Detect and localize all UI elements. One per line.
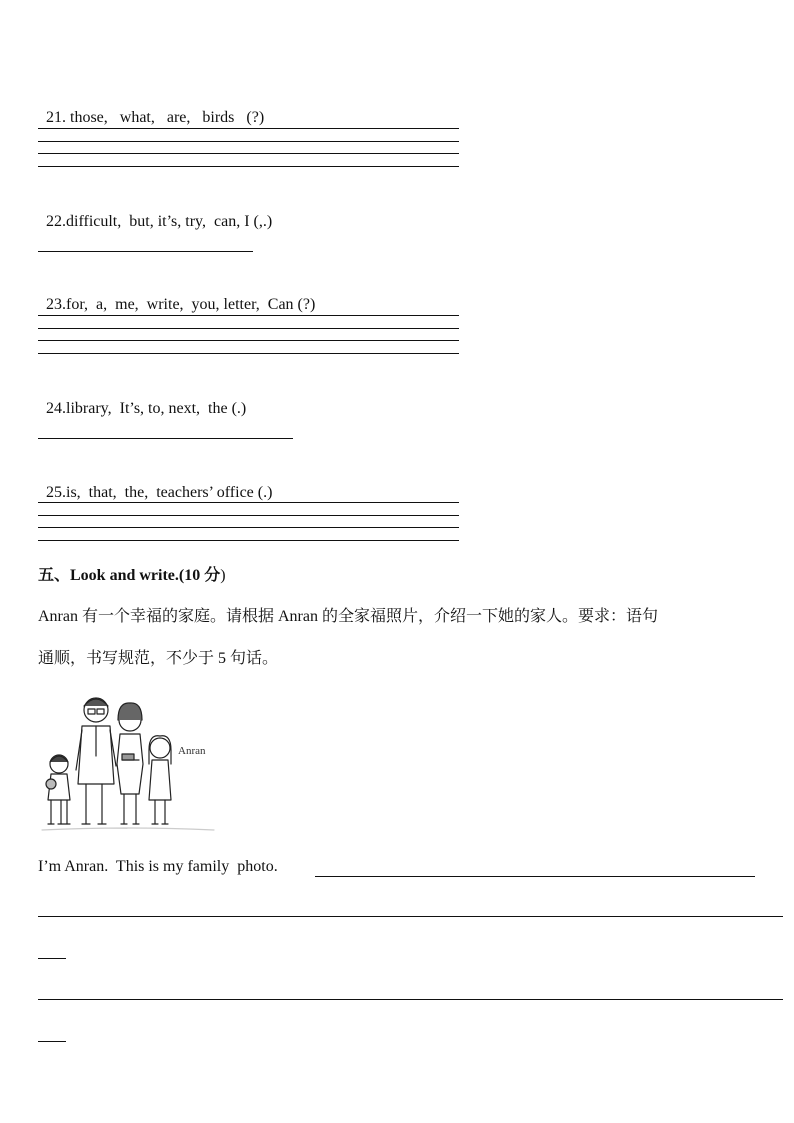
writing-line[interactable] xyxy=(38,999,783,1000)
answer-line[interactable] xyxy=(38,315,459,316)
answer-line[interactable] xyxy=(38,166,459,167)
answer-line[interactable] xyxy=(38,502,459,503)
question-number: 22 xyxy=(46,213,62,230)
father-figure xyxy=(76,698,116,824)
answer-line[interactable] xyxy=(38,128,459,129)
instruction-line-2: 通顺，书写规范，不少于 5 句话。 xyxy=(38,650,279,667)
question-text: . those, what, are, birds (?) xyxy=(62,109,265,126)
question-number: 24 xyxy=(46,400,62,417)
little-sister-figure xyxy=(46,755,70,824)
question-23 xyxy=(38,275,315,315)
writing-line[interactable] xyxy=(38,916,783,917)
answer-line[interactable] xyxy=(38,540,459,541)
question-text: .is, that, the, teachers’ office (.) xyxy=(62,484,273,501)
section-title: 五、Look and write.(10 分 xyxy=(38,567,221,584)
writing-line-end[interactable] xyxy=(38,1041,66,1042)
question-number: 25 xyxy=(46,484,62,501)
question-text: .library, It’s, to, next, the (.) xyxy=(62,400,247,417)
answer-line[interactable] xyxy=(38,251,253,252)
instruction-line-1: Anran 有一个幸福的家庭。请根据 Anran 的全家福照片，介绍一下她的家人。要求：语句 xyxy=(38,608,658,625)
question-text: .for, a, me, write, you, letter, Can (?) xyxy=(62,296,316,313)
answer-line[interactable] xyxy=(38,438,293,439)
section-title-paren: ) xyxy=(220,567,226,584)
question-24 xyxy=(38,379,246,419)
question-number: 21 xyxy=(46,109,62,126)
mother-figure xyxy=(117,703,143,824)
writing-line[interactable] xyxy=(315,876,755,877)
question-22 xyxy=(38,192,272,232)
answer-line[interactable] xyxy=(38,353,459,354)
answer-line[interactable] xyxy=(38,328,459,329)
anran-label: Anran xyxy=(178,745,206,757)
family-photo-illustration xyxy=(38,690,218,832)
anran-figure xyxy=(149,736,171,824)
writing-line-end[interactable] xyxy=(38,958,66,959)
answer-line[interactable] xyxy=(38,527,459,528)
question-25 xyxy=(38,463,272,503)
section-heading xyxy=(38,566,226,586)
answer-line[interactable] xyxy=(38,515,459,516)
question-number: 23 xyxy=(46,296,62,313)
writing-prompt: I’m Anran. This is my family photo. xyxy=(38,858,278,875)
question-text: .difficult, but, it’s, try, can, I (,.) xyxy=(62,213,273,230)
answer-line[interactable] xyxy=(38,153,459,154)
answer-line[interactable] xyxy=(38,340,459,341)
question-21 xyxy=(38,88,264,128)
answer-line[interactable] xyxy=(38,141,459,142)
